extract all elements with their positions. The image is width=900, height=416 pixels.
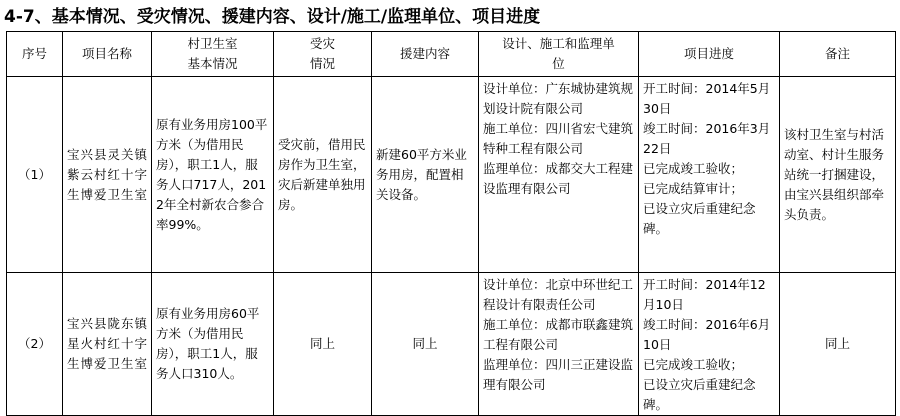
progress-item: 已完成结算审计； <box>643 181 744 196</box>
unit-design: 设计单位：北京中环世纪工程设计有限责任公司 <box>483 277 634 312</box>
cell-basic: 原有业务用房100平方米（为借用民房），职工1人，服务人口717人，2012年全村新农合参合率99%。 <box>152 77 274 273</box>
progress-item: 开工时间：2014年5月30日 <box>643 81 771 116</box>
cell-disaster: 同上 <box>274 273 372 416</box>
header-units-line: 设计、施工和监理单 <box>502 36 615 51</box>
header-content: 援建内容 <box>372 32 479 77</box>
header-remarks: 备注 <box>780 32 896 77</box>
cell-units <box>479 273 639 416</box>
unit-design: 设计单位：广东城协建筑规划设计院有限公司 <box>483 81 634 116</box>
header-disaster <box>274 32 372 77</box>
unit-supervision: 监理单位：四川三正建设监理有限公司 <box>483 357 634 392</box>
header-progress: 项目进度 <box>639 32 780 77</box>
cell-progress <box>639 273 780 416</box>
cell-units <box>479 77 639 273</box>
cell-disaster: 受灾前，借用民房作为卫生室，灾后新建单独用房。 <box>274 77 372 273</box>
table-row <box>7 77 896 273</box>
header-basic-line: 村卫生室 <box>187 36 238 51</box>
progress-item: 已完成竣工验收； <box>643 357 744 372</box>
header-units-line: 位 <box>552 56 565 71</box>
unit-construction: 施工单位：成都市联鑫建筑工程有限公司 <box>483 317 634 352</box>
cell-remarks: 该村卫生室与村活动室、村计生服务站统一打捆建设，由宝兴县组织部牵头负责。 <box>780 77 896 273</box>
cell-basic: 原有业务用房60平方米（为借用民房），职工1人，服务人口310人。 <box>152 273 274 416</box>
section-title: 4-7、基本情况、受灾情况、援建内容、设计/施工/监理单位、项目进度 <box>4 7 541 27</box>
cell-seq: （2） <box>7 273 63 416</box>
header-basic-line: 基本情况 <box>187 56 238 71</box>
cell-name: 宝兴县灵关镇紫云村红十字生博爱卫生室 <box>63 77 152 273</box>
cell-content: 同上 <box>372 273 479 416</box>
cell-remarks: 同上 <box>780 273 896 416</box>
progress-item: 开工时间：2014年12月10日 <box>643 277 766 312</box>
progress-item: 竣工时间：2016年3月22日 <box>643 121 771 156</box>
project-table <box>6 31 896 416</box>
cell-seq: （1） <box>7 77 63 273</box>
unit-construction: 施工单位：四川省宏弋建筑特种工程有限公司 <box>483 121 634 156</box>
progress-item: 已设立灾后重建纪念碑。 <box>643 377 756 412</box>
header-disaster-line: 受灾 <box>309 36 335 51</box>
unit-supervision: 监理单位：成都交大工程建设监理有限公司 <box>483 161 634 196</box>
cell-name: 宝兴县陇东镇星火村红十字生博爱卫生室 <box>63 273 152 416</box>
table-row <box>7 273 896 416</box>
header-units <box>479 32 639 77</box>
cell-progress <box>639 77 780 273</box>
progress-item: 竣工时间：2016年6月10日 <box>643 317 771 352</box>
header-seq: 序号 <box>7 32 63 77</box>
progress-item: 已设立灾后重建纪念碑。 <box>643 201 756 236</box>
header-basic <box>152 32 274 77</box>
progress-item: 已完成竣工验收； <box>643 161 744 176</box>
header-row <box>7 32 896 77</box>
cell-content: 新建60平方米业务用房，配置相关设备。 <box>372 77 479 273</box>
header-name: 项目名称 <box>63 32 152 77</box>
header-disaster-line: 情况 <box>309 56 335 71</box>
